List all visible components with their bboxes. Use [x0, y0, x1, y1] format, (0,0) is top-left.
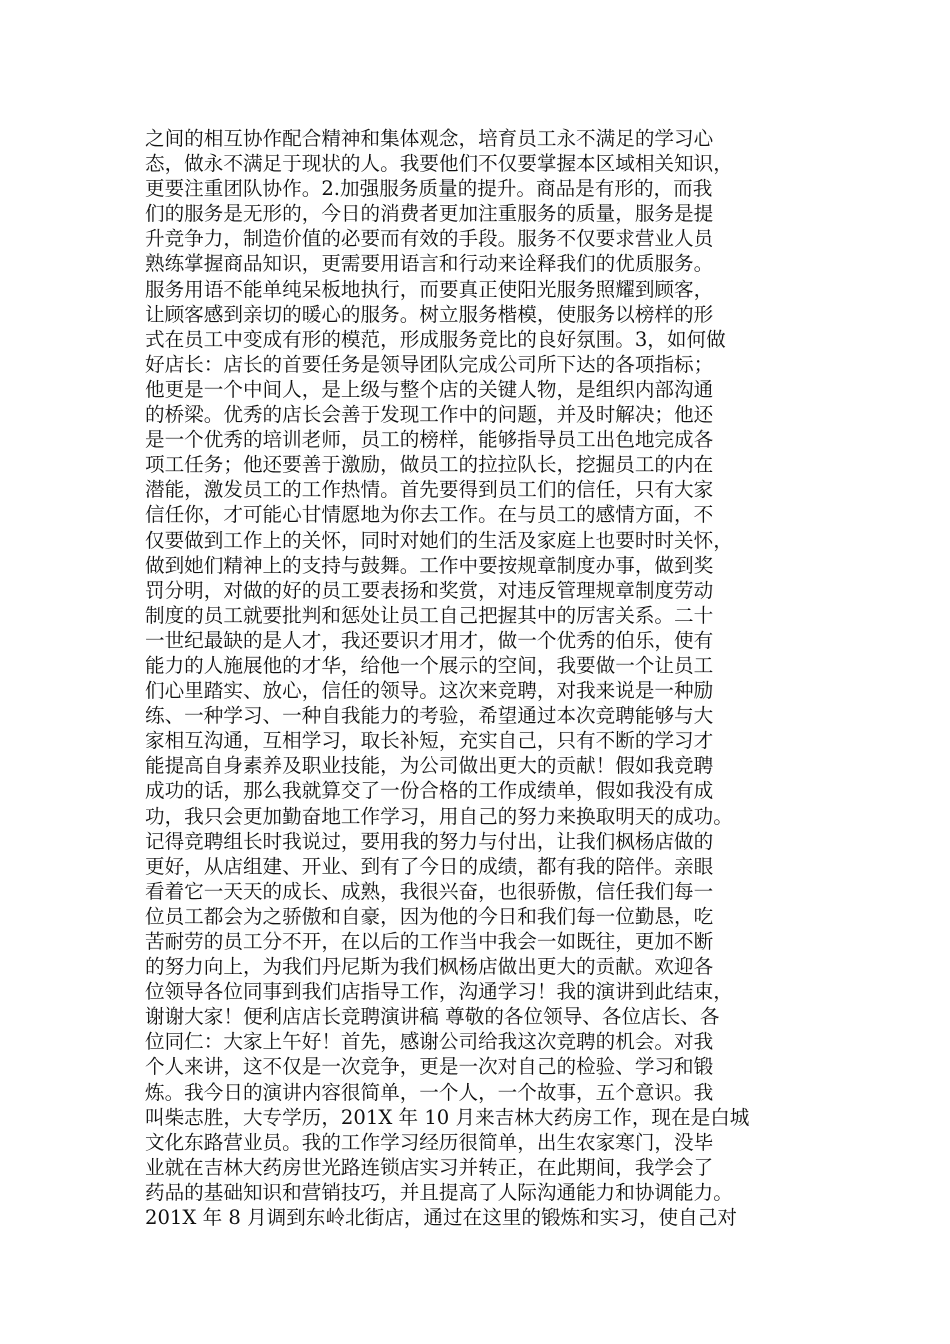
- text-line: 个人来讲，这不仅是一次竞争，更是一次对自己的检验、学习和锻: [145, 1055, 714, 1079]
- text-line: 潜能，激发员工的工作热情。首先要得到员工们的信任，只有大家: [145, 478, 714, 502]
- text-line: 做到她们精神上的支持与鼓舞。工作中要按规章制度办事，做到奖: [145, 553, 714, 577]
- text-line: 更要注重团队协作。2.加强服务质量的提升。商品是有形的，而我: [145, 177, 713, 201]
- text-line: 他更是一个中间人，是上级与整个店的关键人物，是组织内部沟通: [145, 377, 714, 401]
- text-line: 记得竞聘组长时我说过，要用我的努力与付出，让我们枫杨店做的: [145, 829, 714, 853]
- text-line: 炼。我今日的演讲内容很简单，一个人，一个故事，五个意识。我: [145, 1080, 714, 1104]
- text-line: 叫柴志胜，大专学历，201X 年 10 月来吉林大药房工作，现在是白城: [145, 1105, 750, 1129]
- text-line: 们心里踏实、放心，信任的领导。这次来竞聘，对我来说是一种励: [145, 679, 714, 703]
- text-line: 的桥梁。优秀的店长会善于发现工作中的问题，并及时解决；他还: [145, 403, 714, 427]
- text-line: 功，我只会更加勤奋地工作学习，用自己的努力来换取明天的成功。: [145, 804, 733, 828]
- text-line: 谢谢大家！便利店店长竞聘演讲稿 尊敬的各位领导、各位店长、各: [145, 1005, 720, 1029]
- text-line: 之间的相互协作配合精神和集体观念，培育员工永不满足的学习心: [145, 127, 714, 150]
- text-line: 态，做永不满足于现状的人。我要他们不仅要掌握本区域相关知识，: [145, 152, 733, 176]
- text-line: 让顾客感到亲切的暖心的服务。树立服务楷模，使服务以榜样的形: [145, 302, 714, 326]
- text-line: 文化东路营业员。我的工作学习经历很简单，出生农家寒门，没毕: [145, 1130, 714, 1154]
- text-line: 药品的基础知识和营销技巧，并且提高了人际沟通能力和协调能力。: [145, 1180, 733, 1204]
- text-line: 们的服务是无形的，今日的消费者更加注重服务的质量，服务是提: [145, 202, 714, 226]
- text-line: 项工任务；他还要善于激励，做员工的拉拉队长，挖掘员工的内在: [145, 453, 714, 477]
- text-line: 仅要做到工作上的关怀，同时对她们的生活及家庭上也要时时关怀，: [145, 528, 733, 552]
- text-line: 升竞争力，制造价值的必要而有效的手段。服务不仅要求营业人员: [145, 227, 714, 251]
- text-line: 家相互沟通，互相学习，取长补短，充实自己，只有不断的学习才: [145, 729, 714, 753]
- text-line: 熟练掌握商品知识，更需要用语言和行动来诠释我们的优质服务。: [145, 252, 714, 276]
- text-line: 位领导各位同事到我们店指导工作，沟通学习！我的演讲到此结束，: [145, 980, 733, 1004]
- text-line: 位员工都会为之骄傲和自豪，因为他的今日和我们每一位勤恳，吃: [145, 904, 714, 928]
- text-line: 更好，从店组建、开业、到有了今日的成绩，都有我的陪伴。亲眼: [145, 854, 714, 878]
- text-line: 位同仁：大家上午好！首先，感谢公司给我这次竞聘的机会。对我: [145, 1030, 714, 1054]
- text-line: 苦耐劳的员工分不开，在以后的工作当中我会一如既往，更加不断: [145, 930, 714, 953]
- text-line: 服务用语不能单纯呆板地执行，而要真正使阳光服务照耀到顾客，: [145, 277, 714, 301]
- text-line: 一世纪最缺的是人才，我还要识才用才，做一个优秀的伯乐，使有: [145, 628, 714, 652]
- text-line: 能提高自身素养及职业技能，为公司做出更大的贡献！假如我竞聘: [145, 754, 714, 778]
- text-line: 练、一种学习、一种自我能力的考验，希望通过本次竞聘能够与大: [145, 704, 714, 728]
- text-line: 制度的员工就要批判和惩处让员工自己把握其中的厉害关系。二十: [145, 603, 714, 627]
- text-line: 的努力向上，为我们丹尼斯为我们枫杨店做出更大的贡献。欢迎各: [145, 955, 714, 979]
- text-line: 成功的话，那么我就算交了一份合格的工作成绩单，假如我没有成: [145, 779, 714, 803]
- text-line: 罚分明，对做的好的员工要表扬和奖赏，对违反管理规章制度劳动: [145, 578, 714, 602]
- text-line: 看着它一天天的成长、成熟，我很兴奋，也很骄傲，信任我们每一: [145, 879, 714, 903]
- text-line: 业就在吉林大药房世光路连锁店实习并转正，在此期间，我学会了: [145, 1155, 714, 1179]
- body-text: [145, 126, 825, 1230]
- text-line: 信任你，才可能心甘情愿地为你去工作。在与员工的感情方面，不: [145, 503, 714, 527]
- text-line: 是一个优秀的培训老师，员工的榜样，能够指导员工出色地完成各: [145, 428, 714, 452]
- text-line: 好店长：店长的首要任务是领导团队完成公司所下达的各项指标；: [145, 352, 714, 376]
- text-line: 式在员工中变成有形的模范，形成服务竞比的良好氛围。3，如何做: [145, 327, 726, 351]
- text-line: 201X 年 8 月调到东岭北街店，通过在这里的锻炼和实习，使自己对: [145, 1206, 737, 1230]
- text-line: 能力的人施展他的才华，给他一个展示的空间，我要做一个让员工: [145, 653, 714, 677]
